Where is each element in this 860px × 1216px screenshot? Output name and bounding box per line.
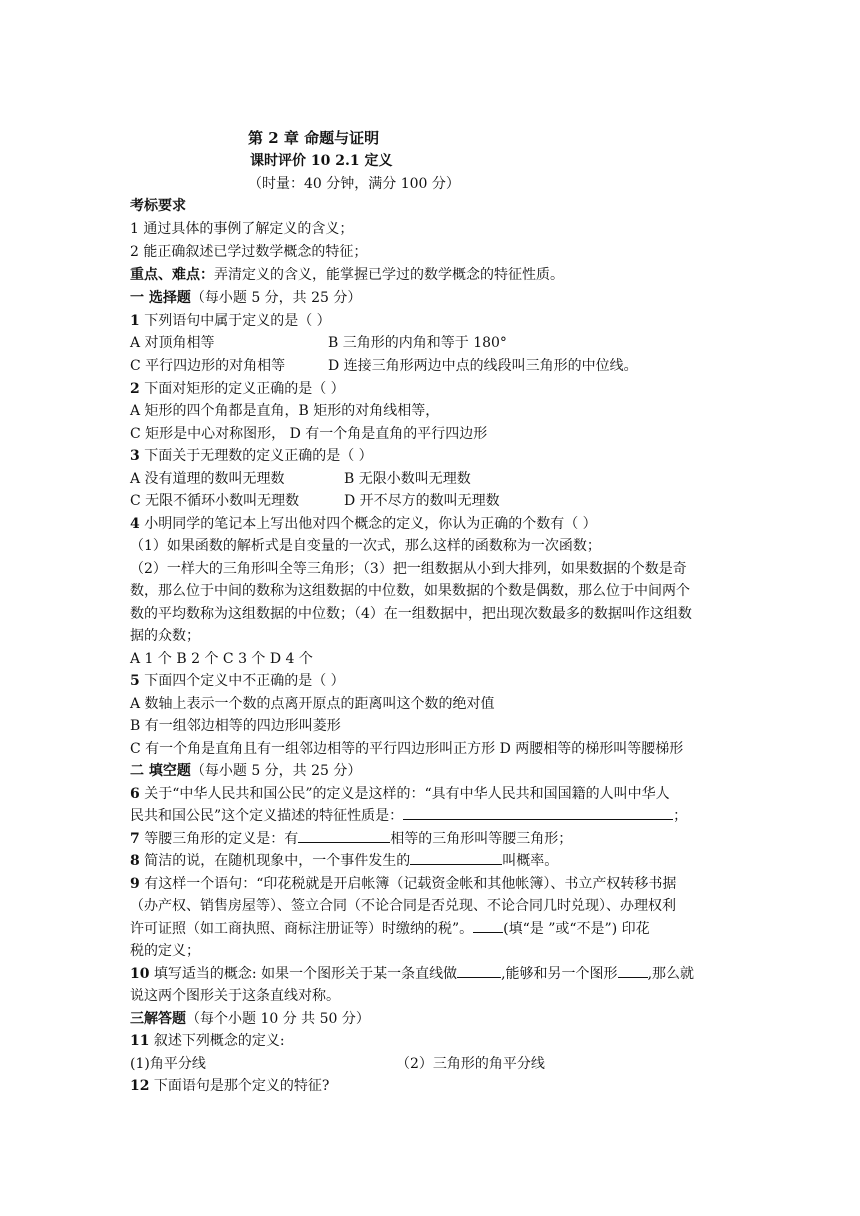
question-text: 小明同学的笔记本上写出他对四个概念的定义，你认为正确的个数有（ ）	[139, 516, 597, 532]
question-1-stem	[130, 311, 734, 333]
question-9-line4: 税的定义；	[130, 943, 200, 959]
question-number: 7	[130, 831, 140, 847]
requirement-item: 1 通过具体的事例了解定义的含义；	[130, 221, 354, 237]
question-text: ,能够和另一个图形	[501, 966, 618, 982]
question-5-option-a: A 数轴上表示一个数的点离开原点的距离叫这个数的绝对值	[130, 696, 495, 712]
lesson-title: 课时评价 10 2.1 定义	[250, 153, 393, 169]
question-text: 简洁的说，在随机现象中，一个事件发生的	[139, 853, 411, 869]
question-5-option-b: B 有一组邻边相等的四边形叫菱形	[130, 718, 341, 734]
question-number: 12	[130, 1078, 150, 1094]
question-number: 1	[130, 313, 140, 329]
question-number: 2	[130, 381, 140, 397]
section-1-header	[130, 288, 734, 310]
question-number: 5	[130, 673, 140, 689]
time-note: （时量：40 分钟，满分 100 分）	[248, 176, 460, 192]
answer-blank[interactable]	[473, 919, 503, 933]
question-text: ；	[673, 808, 688, 824]
question-7	[130, 829, 734, 851]
question-11-part-1: (1)角平分线	[130, 1056, 206, 1072]
section-2-title: 二 填空题	[130, 763, 191, 779]
question-number: 6	[130, 786, 140, 802]
option-b: B 三角形的内角和等于 180°	[328, 335, 507, 351]
question-text: 下面对矩形的定义正确的是（ ）	[139, 381, 345, 397]
option-a: A 没有道理的数叫无理数	[130, 471, 285, 487]
question-9-line2: （办产权、销售房屋等）、签立合同（不论合同是否兑现、不论合同几时兑现）、办理权利	[130, 898, 676, 914]
option-c: C 平行四边形的对角相等	[130, 358, 286, 374]
question-number: 9	[130, 876, 140, 892]
requirements-heading: 考标要求	[130, 198, 186, 214]
question-3-options-ab	[130, 469, 734, 491]
question-11-part-2: （2）三角形的角平分线	[396, 1056, 545, 1072]
question-8	[130, 851, 734, 873]
question-4-line: 数的平均数称为这组数据的中位数；（4）在一组数据中，把出现次数最多的数据叫作这组数	[130, 606, 692, 622]
section-3-header	[130, 1009, 734, 1031]
answer-blank[interactable]	[410, 851, 502, 865]
section-1-note: （每小题 5 分，共 25 分）	[190, 290, 362, 306]
question-5-option-cd: C 有一个角是直角且有一组邻边相等的平行四边形叫正方形 D 两腰相等的梯形叫等腰梯形	[130, 741, 684, 757]
section-2-note: （每小题 5 分，共 25 分）	[190, 763, 362, 779]
section-3-note: （每个小题 10 分 共 50 分）	[186, 1011, 370, 1027]
question-10-line2: 说这两个图形关于这条直线对称。	[130, 988, 340, 1004]
question-9-line3	[130, 919, 734, 941]
question-10-line1	[130, 964, 734, 986]
question-11-parts	[130, 1054, 734, 1076]
option-b: B 无限小数叫无理数	[344, 471, 471, 487]
question-text: ,那么就	[647, 966, 695, 982]
question-1-options-ab	[130, 333, 734, 355]
chapter-title: 第 2 章 命题与证明	[248, 129, 380, 147]
question-4-line: 数，那么位于中间的数称为这组数据的中位数，如果数据的个数是偶数，那么位于中间两个	[130, 583, 690, 599]
question-number: 11	[130, 1033, 150, 1049]
question-text: 填写适当的概念: 如果一个图形关于某一条直线做	[149, 966, 458, 982]
key-points-label: 重点、难点：	[130, 267, 214, 283]
question-1-options-cd	[130, 356, 734, 378]
question-9-line1	[130, 874, 734, 896]
requirement-item: 2 能正确叙述已学过数学概念的特征；	[130, 244, 368, 260]
question-12-stem	[130, 1076, 734, 1098]
key-points-text: 弄清定义的含义，能掌握已学过的数学概念的特征性质。	[214, 267, 564, 283]
option-c: C 无限不循环小数叫无理数	[130, 493, 300, 509]
question-text: 下列语句中属于定义的是（ ）	[139, 313, 331, 329]
question-4-line: （1）如果函数的解析式是自变量的一次式，那么这样的函数称为一次函数；	[130, 538, 601, 554]
answer-blank[interactable]	[403, 806, 673, 820]
question-3-stem	[130, 446, 734, 468]
question-text: 许可证照（如工商执照、商标注册证等）时缴纳的税”。	[130, 921, 474, 937]
question-text: 下面关于无理数的定义正确的是（ ）	[139, 448, 373, 464]
question-text: 有这样一个语句：“印花税就是开启帐簿（记载资金帐和其他帐簿）、书立产权转移书据	[139, 876, 677, 892]
question-6-line2	[130, 806, 734, 828]
question-4-stem	[130, 514, 734, 536]
section-3-title: 三解答题	[130, 1011, 186, 1027]
option-d: D 连接三角形两边中点的线段叫三角形的中位线。	[328, 358, 638, 374]
question-text: 等腰三角形的定义是：有	[139, 831, 299, 847]
question-11-stem	[130, 1031, 734, 1053]
question-text: (填“是 ”或“不是”) 印花	[503, 921, 650, 937]
question-text: 叫概率。	[502, 853, 559, 869]
question-5-stem	[130, 671, 734, 693]
key-points	[130, 265, 734, 287]
option-d: D 开不尽方的数叫无理数	[344, 493, 500, 509]
question-number: 4	[130, 516, 140, 532]
question-4-line: （2）一样大的三角形叫全等三角形；（3）把一组数据从小到大排列，如果数据的个数是奇	[130, 561, 687, 577]
question-text: 相等的三角形叫等腰三角形；	[390, 831, 573, 847]
question-2-stem	[130, 379, 734, 401]
question-text: 下面四个定义中不正确的是（ ）	[139, 673, 345, 689]
question-4-line: 据的众数；	[130, 628, 200, 644]
question-number: 10	[130, 966, 150, 982]
option-a: A 对顶角相等	[130, 335, 215, 351]
question-number: 3	[130, 448, 140, 464]
question-6-line1	[130, 784, 734, 806]
question-number: 8	[130, 853, 140, 869]
section-1-title: 一 选择题	[130, 290, 191, 306]
question-text: 下面语句是那个定义的特征?	[149, 1078, 330, 1094]
section-2-header	[130, 761, 734, 783]
question-text: 叙述下列概念的定义:	[149, 1033, 285, 1049]
question-text: 关于“中华人民共和国公民”的定义是这样的：“具有中华人民共和国国籍的人叫中华人	[139, 786, 670, 802]
answer-blank[interactable]	[298, 829, 390, 843]
question-2-options-2: C 矩形是中心对称图形， D 有一个角是直角的平行四边形	[130, 426, 488, 442]
question-4-options: A 1 个 B 2 个 C 3 个 D 4 个	[130, 651, 313, 667]
answer-blank[interactable]	[618, 964, 648, 978]
question-2-options-1: A 矩形的四个角都是直角，B 矩形的对角线相等，	[130, 403, 440, 419]
question-3-options-cd	[130, 491, 734, 513]
question-text: 民共和国公民”这个定义描述的特征性质是：	[130, 808, 404, 824]
answer-blank[interactable]	[457, 964, 501, 978]
